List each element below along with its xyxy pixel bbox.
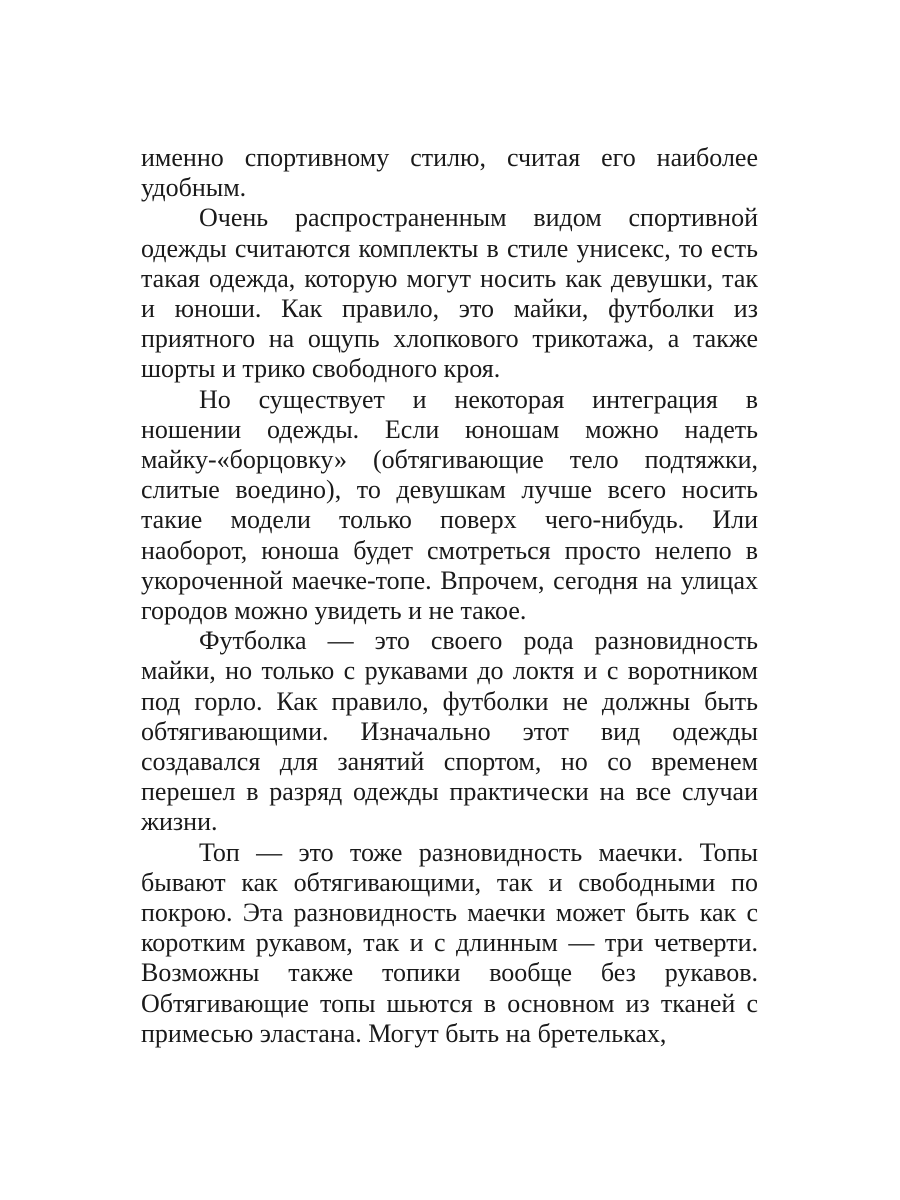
body-text	[141, 143, 758, 1049]
paragraph-top: Топ — это тоже разновидность маечки. Топы бывают как обтягивающими, так и свободными по покрою. Эта разновидность маечки может быть как с коротким рукавом, так и с длинным — три четверти. Возможны также топики вообще без рукавов. Обтягивающие топы шьются в основном из тканей с примесью эластана. Могут быть на бретельках,	[141, 837, 758, 1048]
paragraph-continuation: именно спортивному стилю, считая его наиболее удобным.	[141, 143, 758, 203]
paragraph-integration: Но существует и некоторая интеграция в ношении одежды. Если юношам можно надеть майку-«борцовку» (обтягивающие тело подтяжки, слитые воедино), то девушкам лучше всего носить такие модели только поверх чего-нибудь. Или наоборот, юноша будет смотреться просто нелепо в укороченной маечке-топе. Впрочем, сегодня на улицах городов можно увидеть и не такое.	[141, 384, 758, 626]
paragraph-tshirt: Футболка — это своего рода разновидность майки, но только с рукавами до локтя и с воротником под горло. Как правило, футболки не должны быть обтягивающими. Изначально этот вид одежды создавался для занятий спортом, но со временем перешел в разряд одежды практически на все случаи жизни.	[141, 626, 758, 837]
paragraph-unisex: Очень распространенным видом спортивной одежды считаются комплекты в стиле унисекс, то есть такая одежда, которую могут носить как девушки, так и юноши. Как правило, это майки, футболки из приятного на ощупь хлопкового трикотажа, а также шорты и трико свободного кроя.	[141, 203, 758, 384]
